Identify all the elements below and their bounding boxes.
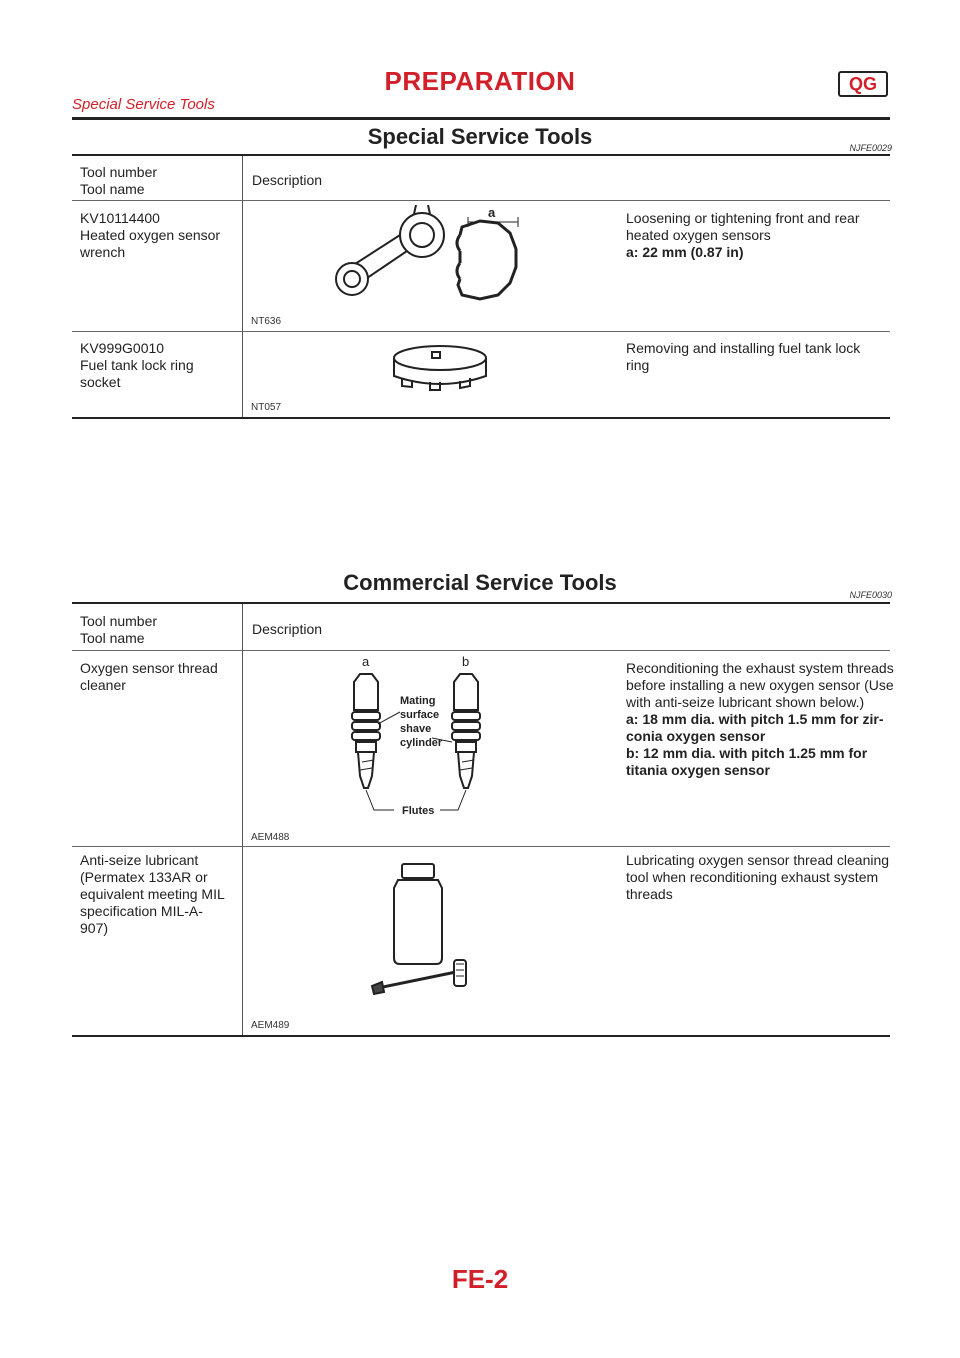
section-title-special: Special Service Tools (367, 124, 593, 149)
tool-description-spec-b-cont: titania oxygen sensor (626, 762, 770, 778)
tool-name: Fuel tank lock ring (80, 357, 194, 373)
column-header-tool-name: Tool name (80, 630, 145, 646)
row-divider (72, 331, 890, 332)
image-code: NT636 (251, 316, 282, 327)
tool-description-cont: threads (626, 886, 673, 902)
column-header-tool-number: Tool number (80, 164, 158, 180)
tool-number: KV999G0010 (80, 340, 165, 356)
diagram-label-a: a (362, 654, 370, 669)
image-code: AEM488 (251, 832, 290, 843)
tool-name-cont: specification MIL-A- (80, 903, 203, 919)
table-top-rule-special (72, 154, 890, 156)
engine-badge: QG (838, 71, 888, 97)
tool-number: KV10114400 (80, 210, 160, 226)
image-code: AEM489 (251, 1020, 290, 1031)
tool-name: Heated oxygen sensor (80, 227, 221, 243)
image-code: NT057 (251, 402, 282, 413)
tool-description: Removing and installing fuel tank lock (626, 340, 861, 356)
diagram-label-cylinder: cylinder (400, 737, 443, 749)
diagram-label-shave: shave (400, 723, 432, 735)
tool-description-cont: tool when reconditioning exhaust system (626, 869, 879, 885)
diagram-label-mating: Mating (400, 695, 436, 707)
diagram-label-b: b (462, 654, 470, 669)
tool-name: Oxygen sensor thread (80, 660, 218, 676)
tool-name-cont: socket (80, 374, 121, 390)
tool-description-cont: ring (626, 357, 650, 373)
row-divider (72, 846, 890, 847)
column-header-description: Description (252, 172, 323, 188)
section-ref-special: NJFE0029 (849, 143, 892, 153)
tool-description-spec-a: a: 18 mm dia. with pitch 1.5 mm for zir- (626, 711, 884, 727)
page-title: PREPARATION (384, 66, 576, 96)
column-header-tool-number: Tool number (80, 613, 158, 629)
table-bottom-rule-commercial (72, 1035, 890, 1037)
column-header-description: Description (252, 621, 323, 637)
section-title-commercial: Commercial Service Tools (343, 570, 617, 595)
table-bottom-rule-special (72, 417, 890, 419)
page-number: FE-2 (451, 1264, 509, 1294)
header-rule (72, 117, 890, 120)
thread-cleaner-illustration (340, 652, 500, 822)
tool-description-cont: before installing a new oxygen sensor (Use (626, 677, 894, 693)
row-divider (72, 650, 890, 651)
tool-description-dimension: a: 22 mm (0.87 in) (626, 244, 744, 260)
table-top-rule-commercial (72, 602, 890, 604)
tool-name: Anti-seize lubricant (80, 852, 199, 868)
column-divider (242, 604, 243, 1036)
oxygen-sensor-wrench-illustration (330, 205, 530, 310)
column-header-tool-name: Tool name (80, 181, 145, 197)
tool-name-cont: wrench (80, 244, 126, 260)
tool-description-cont: with anti-seize lubricant shown below.) (626, 694, 865, 710)
dimension-label-a: a (488, 205, 496, 220)
section-ref-commercial: NJFE0030 (849, 590, 892, 600)
tool-description: Loosening or tightening front and rear (626, 210, 860, 226)
diagram-label-flutes: Flutes (402, 805, 435, 817)
page-subtitle: Special Service Tools (72, 96, 215, 113)
tool-name-cont: 907) (80, 920, 109, 936)
tool-description-cont: heated oxygen sensors (626, 227, 771, 243)
lock-ring-socket-illustration (390, 340, 490, 392)
tool-description-spec-b: b: 12 mm dia. with pitch 1.25 mm for (626, 745, 868, 761)
tool-description: Reconditioning the exhaust system threads (626, 660, 894, 676)
lubricant-bottle-brush-illustration (370, 860, 480, 1000)
tool-description: Lubricating oxygen sensor thread cleaning (626, 852, 890, 868)
tool-name-cont: equivalent meeting MIL (80, 886, 225, 902)
row-divider (72, 200, 890, 201)
tool-description-spec-a-cont: conia oxygen sensor (626, 728, 766, 744)
column-divider (242, 156, 243, 418)
diagram-label-surface: surface (400, 709, 440, 721)
tool-name-cont: cleaner (80, 677, 126, 693)
tool-name-cont: (Permatex 133AR or (80, 869, 208, 885)
